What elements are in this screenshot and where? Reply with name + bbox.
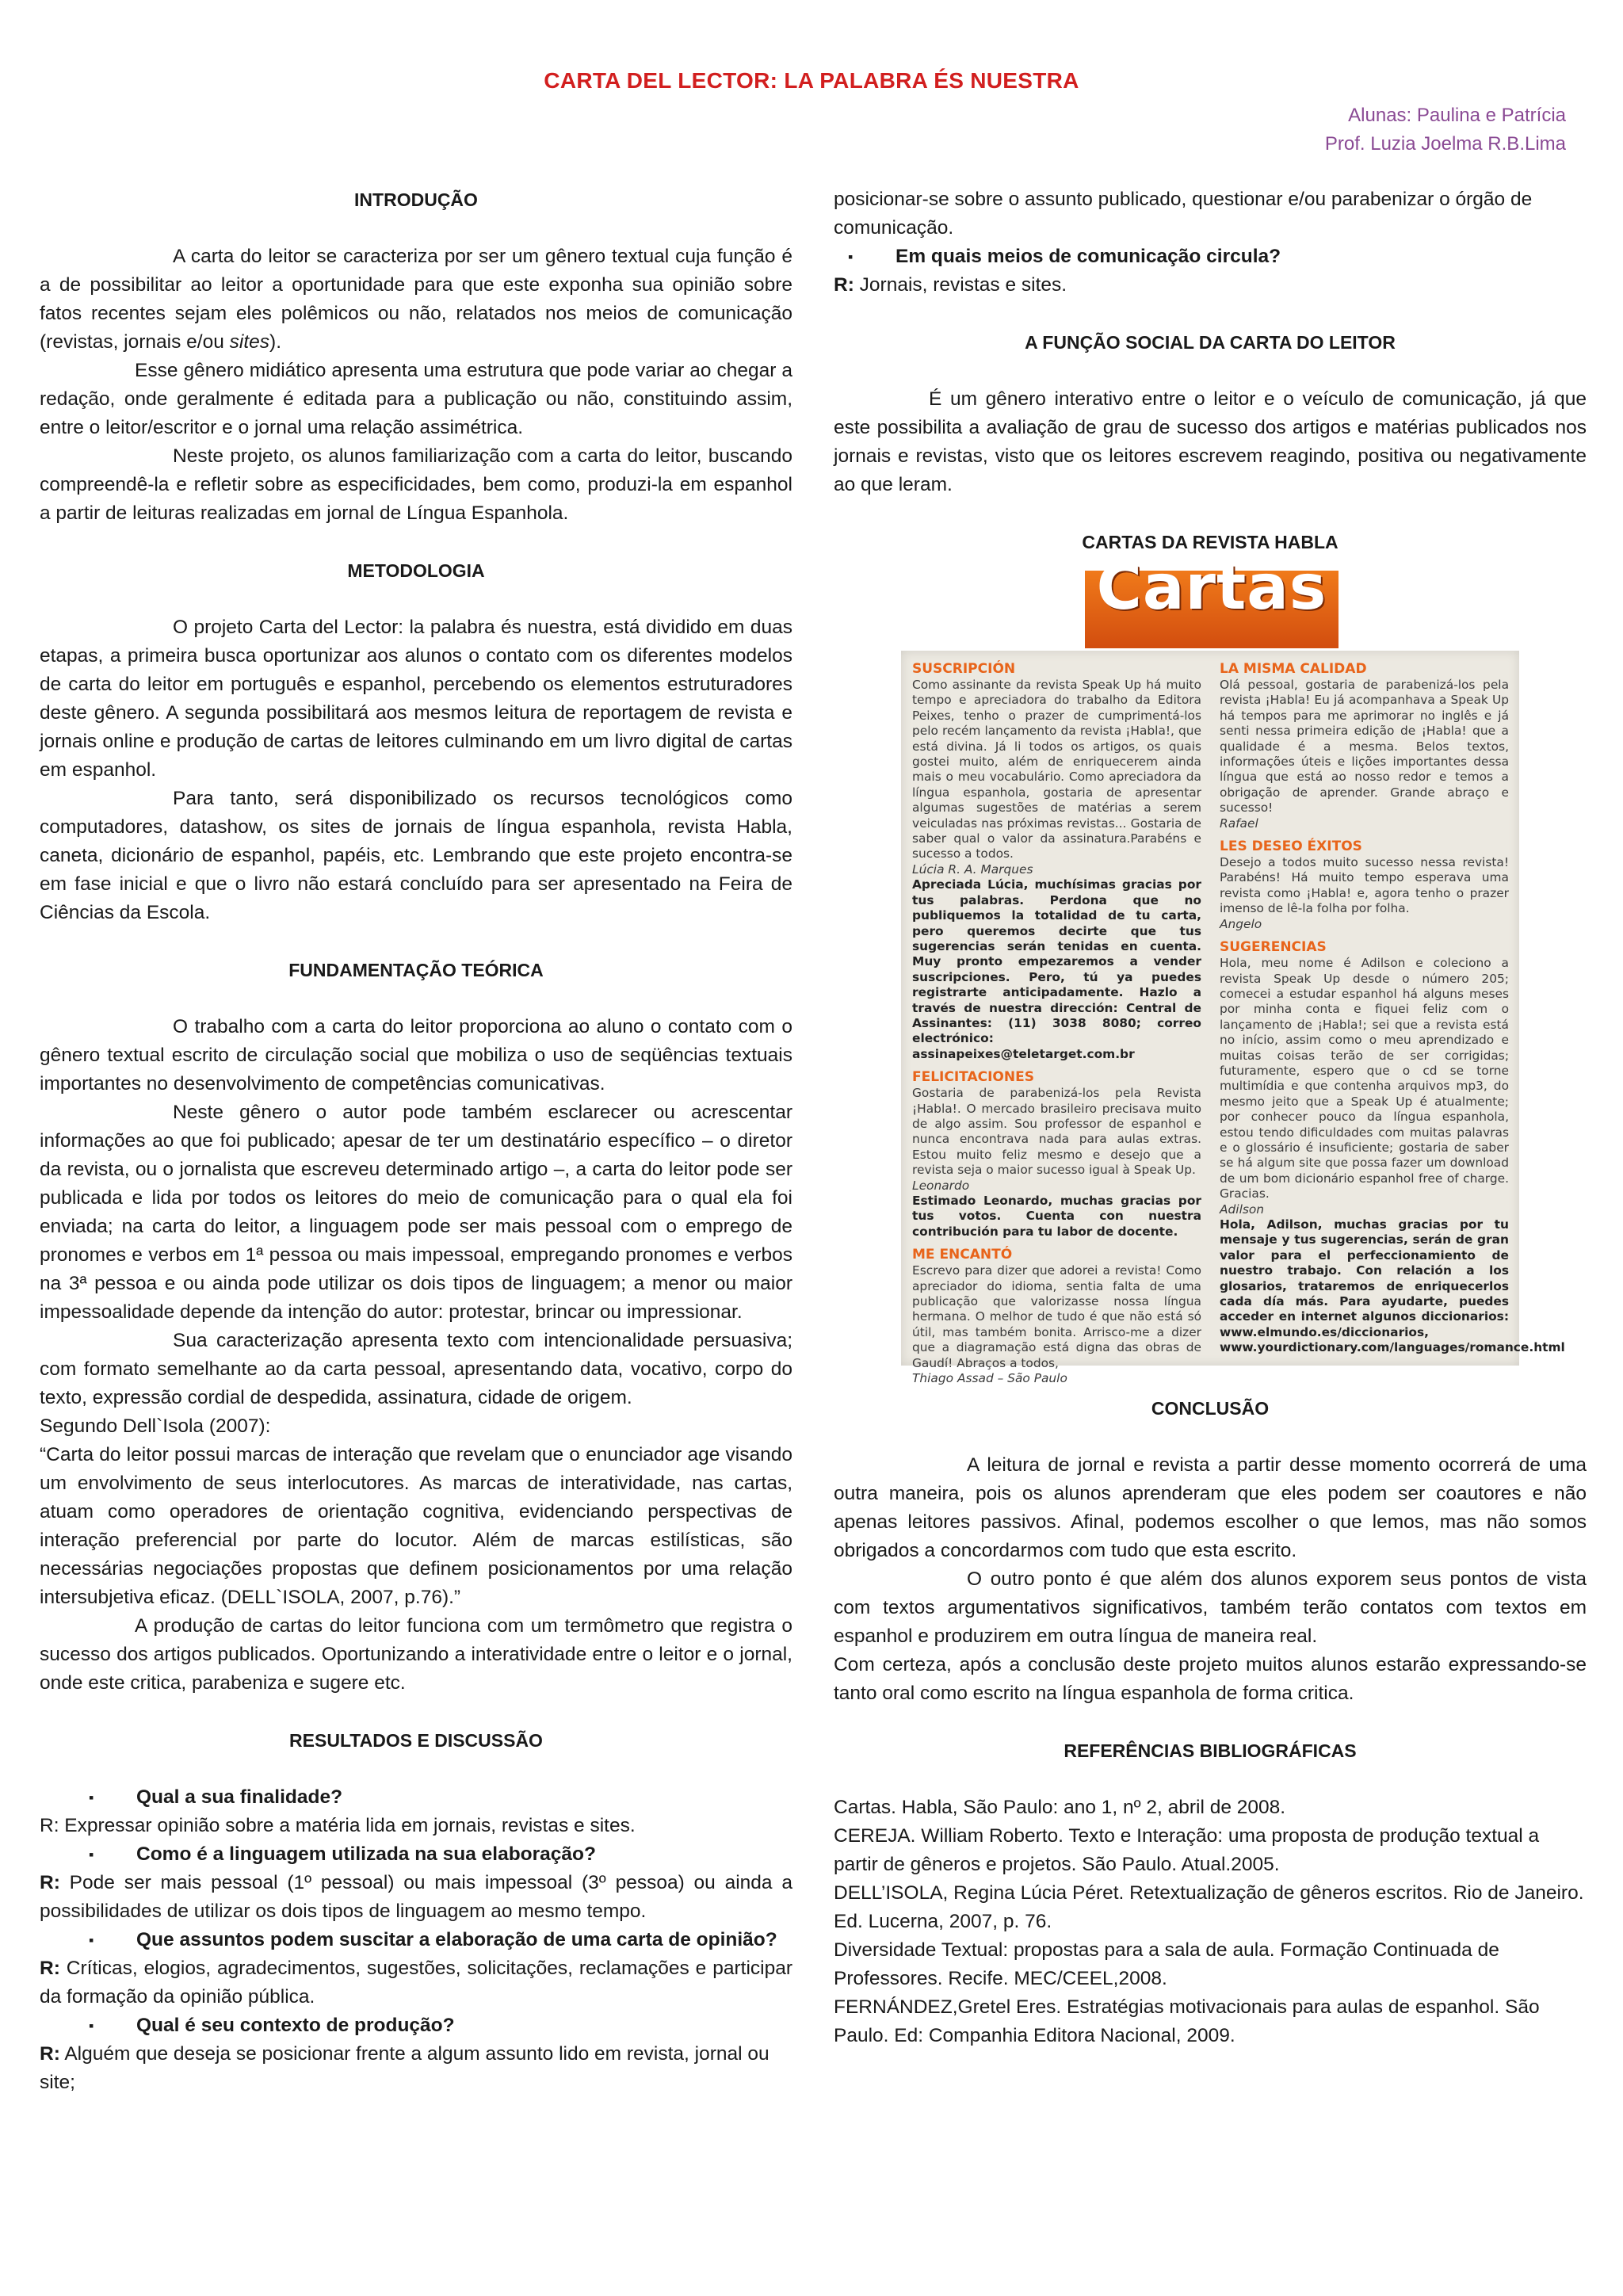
- reference-item: DELL’ISOLA, Regina Lúcia Péret. Retextualização de gêneros escritos. Rio de Janeiro. Ed. Lucerna, 2007, p. 76.: [834, 1882, 1584, 1932]
- conclusao-paragraph-1: A leitura de jornal e revista a partir desse momento ocorrerá de uma outra maneira, pois os alunos aprenderam que eles podem ser coautores e não apenas leitores passivos. Afinal, podemos escolher o que lemos, mas não somos obrigados a concordarmos com tudo que esta escrito.: [834, 1454, 1587, 1561]
- introducao-p1-end: ).: [269, 331, 282, 353]
- bullet-icon: ▪: [89, 1847, 94, 1862]
- question-3: [40, 1926, 792, 1954]
- letter-text: Desejo a todos muito sucesso nessa revista! Parabéns! Há muito tempo esperava uma revista como ¡Habla! e, agora tenho o prazer imenso de lê-la folha por folha.: [1220, 855, 1509, 916]
- authors-block: [1325, 101, 1566, 159]
- letter-signature: Adilson: [1220, 1201, 1265, 1217]
- conclusao-paragraph-3: Com certeza, após a conclusão deste projeto muitos alunos estarão expressando-se tanto oral como escrito na língua espanhola de forma critica.: [834, 1654, 1587, 1704]
- fundamentacao-paragraph-2: Neste gênero o autor pode também esclarecer ou acrescentar informações ao que foi publicado; apesar de ter um destinatário específico – o diretor da revista, ou o jornalista que escreveu determinado artigo –, a carta do leitor pode ser publicada e lida por todos os leitores do meio de comunicação para o qual ela foi enviada; na carta do leitor, a linguagem pode ser mais pessoal com o emprego de pronomes e verbos em 1ª pessoa ou mais impessoal, empregando pronomes e verbos na 3ª pessoa e ou ainda pode utilizar os dois tipos de linguagem; a menor ou maior impessoalidade depende da intenção do autor: protestar, brincar ou impressionar.: [40, 1102, 792, 1323]
- bullet-icon: ▪: [89, 1790, 94, 1805]
- reference-item: Diversidade Textual: propostas para a sala de aula. Formação Continuada de Professores. Recife. MEC/CEEL,2008.: [834, 1939, 1499, 1989]
- clipping-left-column: [912, 660, 1201, 1392]
- letter-text: Como assinante da revista Speak Up há muito tempo e apreciadora do trabalho da Editora Peixes, tenho o prazer de cumprimentá-los pelo recém lançamento da revista ¡Habla!, que está divina. Já li todos os artigos, os quais gostei muito, além de enriquecerem ainda mais o meu vocabulário. Como apreciadora da língua espanhola, gostaria de apresentar algumas sugestões de matérias a serem veiculadas nas próximas revistas... Gostaria de saber qual o valor da assinatura.Parabéns e sucesso a todos.: [912, 678, 1201, 861]
- introducao-paragraph-2: Esse gênero midiático apresenta uma estrutura que pode variar ao chegar a redação, onde geralmente é editada para a publicação ou não, constituindo assim, entre o leitor/escritor e o jornal uma relação assimétrica.: [40, 360, 792, 438]
- letter-reply: Estimado Leonardo, muchas gracias por tus votos. Cuenta con nuestra contribución para tu labor de docente.: [912, 1194, 1201, 1239]
- introducao-p1-text: A carta do leitor se caracteriza por ser um gênero textual cuja função é a de possibilitar ao leitor a oportunidade para que este exponha sua opinião sobre fatos recentes sejam eles polêmicos ou não, relatados nos meios de comunicação (revistas, jornais e/ou: [40, 246, 792, 353]
- answer-3-label: R:: [40, 1958, 60, 1979]
- letter-title: FELICITACIONES: [912, 1069, 1034, 1086]
- letter-text: Olá pessoal, gostaria de parabenizá-los pela revista ¡Habla! Eu já acompanhava a Speak Up há tempos para me aprimorar no inglês e já senti nessa primeira edição de ¡Habla! que a qualidade é a mesma. Belos textos, informações úteis e lições importantes dessa língua que está ao nosso redor e temos a obrigação de aprender. Grande abraço e sucesso!: [1220, 678, 1509, 816]
- clipping-letters: [901, 651, 1565, 1386]
- fundamentacao-paragraph-5: A produção de cartas do leitor funciona com um termômetro que registra o sucesso dos artigos publicados. Oportunizando a interatividade entre o leitor e o jornal, onde este critica, parabeniza e sugere etc.: [40, 1615, 792, 1694]
- introducao-p1-em: sites: [229, 331, 270, 353]
- letter: [912, 1068, 1201, 1240]
- letter: [1220, 660, 1509, 831]
- letter-title: LA MISMA CALIDAD: [1220, 661, 1367, 677]
- letter: [912, 1246, 1201, 1386]
- letter-text: Escrevo para dizer que adorei a revista! Como apreciador do idioma, sentia falta de uma publicação que valorizasse nossa língua hermana. O melhor de tudo é que não está só útil, mas também bonita. Arrisco-me a dizer que a diagramação está digna das obras de Gaudí! Abraços a todos,: [912, 1263, 1201, 1370]
- right-column: [834, 185, 1587, 2050]
- funcao-social-heading: A FUNÇÃO SOCIAL DA CARTA DO LEITOR: [1025, 332, 1396, 353]
- question-3-text: Que assuntos podem suscitar a elaboração de uma carta de opinião?: [136, 1929, 777, 1950]
- letter-title: LES DESEO ÉXITOS: [1220, 839, 1362, 855]
- question-1-text: Qual a sua finalidade?: [136, 1786, 343, 1808]
- answer-2: [40, 1869, 792, 1926]
- cartas-habla-heading: CARTAS DA REVISTA HABLA: [1082, 532, 1338, 552]
- answer-2-text: Pode ser mais pessoal (1º pessoal) ou mais impessoal (3º pessoa) ou ainda a possibilidades de utilizar os dois tipos de linguagem ao mesmo tempo.: [40, 1872, 792, 1922]
- question-5: [834, 243, 1587, 271]
- letter-signature: Thiago Assad – São Paulo: [912, 1371, 1067, 1386]
- letter-signature: Leonardo: [912, 1178, 970, 1193]
- fundamentacao-paragraph-4: Segundo Dell`Isola (2007):: [40, 1415, 271, 1437]
- letter: [912, 660, 1201, 1062]
- answer-2-label: R:: [40, 1872, 60, 1893]
- references-list: [834, 1794, 1587, 2050]
- introducao-paragraph-3: Neste projeto, os alunos familiarização com a carta do leitor, buscando compreendê-la e refletir sobre as especificidades, bem como, produzi-la em espanhol a partir de leituras realizadas em jornal de Língua Espanhola.: [40, 445, 792, 524]
- bullet-icon: ▪: [89, 1932, 94, 1948]
- left-column: [40, 185, 792, 2097]
- metodologia-heading: METODOLOGIA: [347, 560, 485, 581]
- conclusao-heading: CONCLUSÃO: [1151, 1398, 1270, 1419]
- conclusao-paragraph-2: O outro ponto é que além dos alunos exporem seus pontos de vista com textos argumentativos significativos, também terão contatos com textos em espanhol e produzirem em outra língua de maneira real.: [834, 1568, 1587, 1647]
- question-2: [40, 1840, 792, 1869]
- reference-item: CEREJA. William Roberto. Texto e Interação: uma proposta de produção textual a partir de gêneros e projetos. São Paulo. Atual.2005.: [834, 1825, 1540, 1875]
- fundamentacao-heading: FUNDAMENTAÇÃO TEÓRICA: [288, 960, 544, 980]
- letter-reply: Apreciada Lúcia, muchísimas gracias por tus palabras. Perdona que no publiquemos la totalidad de tu carta, pero queremos decirte que tus sugerencias serán tenidas en cuenta. Muy pronto empezaremos a vender suscripciones. Pero, tú ya puedes registrarte anticipadamente. Hazlo a través de nuestra dirección: Central de Assinantes: (11) 3038 8080; correo electrónico: assinapeixes@teletarget.com.br: [912, 877, 1201, 1061]
- resultados-heading: RESULTADOS E DISCUSSÃO: [289, 1730, 543, 1751]
- letter-text: Hola, meu nome é Adilson e coleciono a revista Speak Up desde o número 205; comecei a estudar espanhol há alguns meses por minha conta e fiquei feliz com o lançamento de ¡Habla!; sei que a revista está no início, assim como o meu aprendizado e muitas coisas terão de ser corrigidas; futuramente, espero que o cd se torne multimídia e que contenha arquivos mp3, do mesmo jeito que a Speak Up é atualmente; por conhecer pouco da língua espanhola, estou tendo dificuldades com muitas palavras e o glossário é insuficiente; gostaria de saber se há algum site que possa fazer um download de um bom dicionário espanhol free of charge. Gracias.: [1220, 956, 1509, 1201]
- reference-item: Cartas. Habla, São Paulo: ano 1, nº 2, abril de 2008.: [834, 1797, 1286, 1818]
- question-2-text: Como é a linguagem utilizada na sua elaboração?: [136, 1843, 596, 1865]
- question-4: [40, 2011, 792, 2040]
- question-4-text: Qual é seu contexto de produção?: [136, 2015, 455, 2036]
- letter-signature: Lúcia R. A. Marques: [912, 861, 1033, 877]
- bullet-icon: ▪: [89, 2018, 94, 2034]
- answer-4-label: R:: [40, 2043, 60, 2065]
- letter-title: SUSCRIPCIÓN: [912, 661, 1016, 677]
- answer-4: [40, 2040, 792, 2097]
- answer-5: [834, 271, 1587, 300]
- question-5-text: Em quais meios de comunicação circula?: [896, 246, 1281, 267]
- answer-5-label: R:: [834, 274, 854, 296]
- answer-3: [40, 1954, 792, 2011]
- answer-5-text: Jornais, revistas e sites.: [854, 274, 1067, 296]
- letter: [1220, 938, 1565, 1356]
- introducao-heading: INTRODUÇÃO: [354, 189, 478, 210]
- metodologia-paragraph-1: O projeto Carta del Lector: la palabra és nuestra, está dividido em duas etapas, a primeira busca oportunizar aos alunos o contato com os diferentes modelos de carta do leitor em português e espanhol, percebendo os elementos estruturadores deste gênero. A segunda possibilitará aos mesmos leitura de reportagem de revista e jornais online e produção de cartas de leitores culminando em um livro digital de cartas em espanhol.: [40, 617, 792, 781]
- reference-item: FERNÁNDEZ,Gretel Eres. Estratégias motivacionais para aulas de espanhol. São Paulo. Ed: Companhia Editora Nacional, 2009.: [834, 1996, 1540, 2046]
- question-1: [40, 1783, 792, 1812]
- clipping-right-column: [1220, 660, 1565, 1362]
- letter-title: ME ENCANTÓ: [912, 1247, 1013, 1263]
- answer-4-text: Alguém que deseja se posicionar frente a algum assunto lido em revista, jornal ou site;: [40, 2043, 769, 2093]
- letter-reply: Hola, Adilson, muchas gracias por tu mensaje y tus sugerencias, serán de gran valor para el perfeccionamiento de nuestro trabajo. Con relación a los glosarios, trataremos de enriquecerlos cada día más. Para ayudarte, puedes acceder en internet algunos diccionarios: www.elmundo.es/diccionarios, www.yourdictionary.com/languages/romance.html: [1220, 1217, 1565, 1355]
- magazine-clipping-image: [901, 552, 1565, 1386]
- professor-line: Prof. Luzia Joelma R.B.Lima: [1324, 133, 1566, 155]
- fundamentacao-paragraph-1: O trabalho com a carta do leitor proporciona ao aluno o contato com o gênero textual escrito de circulação social que mobiliza o uso de seqüências textuais importantes no desenvolvimento de competências comunicativas.: [40, 1016, 792, 1095]
- letter-text: Gostaria de parabenizá-los pela Revista ¡Habla!. O mercado brasileiro precisava muito de algo assim. Sou professor de espanhol e nunca encontrava nada para aulas extras. Estou muito feliz mesmo e desejo que a revista seja o maior sucesso igual à Speak Up.: [912, 1086, 1201, 1178]
- funcao-social-paragraph: É um gênero interativo entre o leitor e o veículo de comunicação, já que este possibilita a avaliação de grau de sucesso dos artigos e matérias publicados nos jornais e revistas, visto que os leitores escrevem reagindo, positiva ou negativamente ao que leram.: [834, 388, 1587, 495]
- answer-1: R: Expressar opinião sobre a matéria lida em jornais, revistas e sites.: [40, 1815, 636, 1836]
- letter-signature: Rafael: [1220, 816, 1258, 831]
- bullet-icon: ▪: [848, 249, 854, 265]
- cartas-masthead-word: Cartas: [1096, 552, 1327, 624]
- fundamentacao-quote: “Carta do leitor possui marcas de interação que revelam que o enunciador age visando um envolvimento de seus interlocutores. As marcas de interatividade, nas cartas, atuam como operadores de orientação cognitiva, evidenciando perspectivas de interação preferencial por parte do locutor. Além de marcas estilísticas, são necessárias negociações propostas que definem posicionamentos por uma relação intersubjetiva eficaz. (DELL`ISOLA, 2007, p.76).”: [40, 1444, 792, 1608]
- answer-3-text: Críticas, elogios, agradecimentos, sugestões, solicitações, reclamações e participar da formação da opinião pública.: [40, 1958, 792, 2008]
- letter: [1220, 838, 1509, 932]
- introducao-paragraph-1: [40, 243, 792, 357]
- fundamentacao-paragraph-3: Sua caracterização apresenta texto com intencionalidade persuasiva; com formato semelhante ao da carta pessoal, apresentando data, vocativo, corpo do texto, expressão cordial de despedida, assinatura, cidade de origem.: [40, 1330, 792, 1408]
- referencias-heading: REFERÊNCIAS BIBLIOGRÁFICAS: [1064, 1740, 1357, 1761]
- letter-title: SUGERENCIAS: [1220, 939, 1327, 956]
- metodologia-paragraph-2: Para tanto, será disponibilizado os recursos tecnológicos como computadores, datashow, os sites de jornais de língua espanhola, revista Habla, caneta, dicionário de espanhol, papéis, etc. Lembrando que este projeto encontra-se em fase inicial e que o livro não estará concluído para ser apresentado na Feira de Ciências da Escola.: [40, 788, 792, 923]
- letter-signature: Angelo: [1220, 916, 1262, 931]
- answer-4-continuation: posicionar-se sobre o assunto publicado, questionar e/ou parabenizar o órgão de comunicação.: [834, 189, 1533, 239]
- document-title: CARTA DEL LECTOR: LA PALABRA ÉS NUESTRA: [544, 68, 1079, 93]
- cartas-masthead: [1085, 552, 1338, 648]
- authors-line: Alunas: Paulina e Patrícia: [1348, 105, 1566, 126]
